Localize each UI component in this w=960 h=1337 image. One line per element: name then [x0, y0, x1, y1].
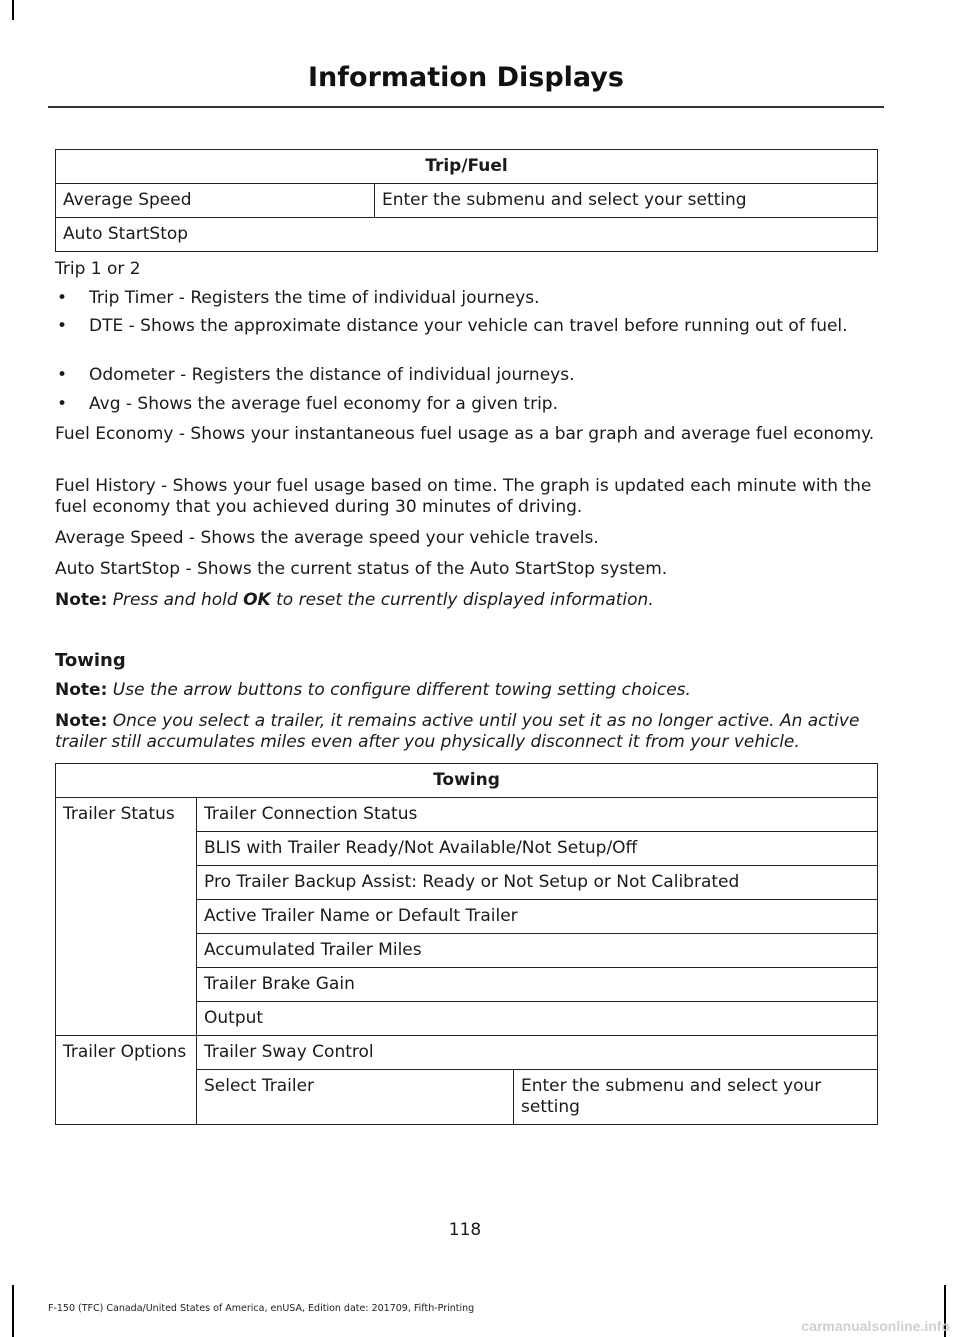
trailer-status-item: Pro Trailer Backup Assist: Ready or Not Setup or Not Calibrated — [197, 866, 878, 900]
paragraph-fuel-economy: Fuel Economy - Shows your instantaneous fuel usage as a bar graph and average fuel economy. — [55, 424, 875, 444]
footer-edition-info: F-150 (TFC) Canada/United States of America, enUSA, Edition date: 201709, Fifth-Printing — [48, 1303, 475, 1314]
trailer-status-item: BLIS with Trailer Ready/Not Available/Not Setup/Off — [197, 832, 878, 866]
trailer-options-label: Trailer Options — [56, 1036, 197, 1125]
list-item-text: Avg - Shows the average fuel economy for a given trip. — [89, 394, 558, 414]
header-divider — [48, 106, 884, 108]
trip-section-title: Trip 1 or 2 — [55, 259, 141, 279]
trailer-options-item: Select Trailer — [197, 1070, 514, 1125]
trailer-status-item: Accumulated Trailer Miles — [197, 934, 878, 968]
bullet-symbol: • — [57, 316, 68, 336]
trip-fuel-table — [55, 149, 878, 252]
note-arrow-buttons — [55, 680, 880, 701]
trailer-options-item: Trailer Sway Control — [197, 1036, 878, 1070]
trailer-status-item: Trailer Brake Gain — [197, 968, 878, 1002]
bullet-symbol: • — [57, 288, 68, 308]
note-reset-info — [55, 590, 880, 611]
list-item-text: Odometer - Registers the distance of individual journeys. — [89, 365, 575, 385]
trip-row-value: Enter the submenu and select your setting — [375, 184, 878, 218]
paragraph-auto-startstop: Auto StartStop - Shows the current status of the Auto StartStop system. — [55, 559, 668, 579]
trailer-options-value: Enter the submenu and select your setting — [514, 1070, 878, 1125]
trailer-status-item: Active Trailer Name or Default Trailer — [197, 900, 878, 934]
bullet-symbol: • — [57, 365, 68, 385]
watermark-text: carmanualsonline.info — [801, 1318, 950, 1334]
note-text: Once you select a trailer, it remains active until you set it as no longer active. An active trailer still accumulates miles even after you physically disconnect it from your vehicle. — [55, 711, 860, 752]
crop-mark-top-left — [12, 0, 14, 20]
table-row — [56, 218, 878, 252]
list-item-text: Trip Timer - Registers the time of individual journeys. — [89, 288, 540, 308]
note-label: Note: — [55, 590, 108, 610]
note-key-ok: OK — [243, 590, 271, 610]
table-row — [56, 1036, 878, 1070]
paragraph-average-speed: Average Speed - Shows the average speed your vehicle travels. — [55, 528, 599, 548]
trip-row-name: Average Speed — [56, 184, 375, 218]
list-item-text: DTE - Shows the approximate distance your vehicle can travel before running out of fuel. — [89, 316, 848, 336]
section-heading-towing: Towing — [55, 650, 126, 671]
note-text: Use the arrow buttons to configure different towing setting choices. — [107, 680, 691, 700]
page-number: 118 — [448, 1220, 482, 1240]
table-row — [56, 798, 878, 832]
trailer-status-label: Trailer Status — [56, 798, 197, 1036]
crop-mark-bottom-left — [12, 1285, 14, 1337]
trip-row-name: Auto StartStop — [56, 218, 878, 252]
note-text: Press and hold — [107, 590, 244, 610]
towing-table-heading: Towing — [56, 764, 878, 798]
towing-table — [55, 763, 878, 1125]
trailer-status-item: Trailer Connection Status — [197, 798, 878, 832]
bullet-symbol: • — [57, 394, 68, 414]
page-header-title: Information Displays — [308, 62, 624, 93]
note-label: Note: — [55, 711, 108, 731]
note-active-trailer — [55, 711, 880, 753]
paragraph-fuel-history: Fuel History - Shows your fuel usage based on time. The graph is updated each minute with the fuel economy that you achieved during 30 minutes of driving. — [55, 476, 872, 517]
note-text: to reset the currently displayed information. — [270, 590, 654, 610]
note-label: Note: — [55, 680, 108, 700]
table-row — [56, 184, 878, 218]
trailer-status-item: Output — [197, 1002, 878, 1036]
trip-fuel-table-heading: Trip/Fuel — [56, 150, 878, 184]
